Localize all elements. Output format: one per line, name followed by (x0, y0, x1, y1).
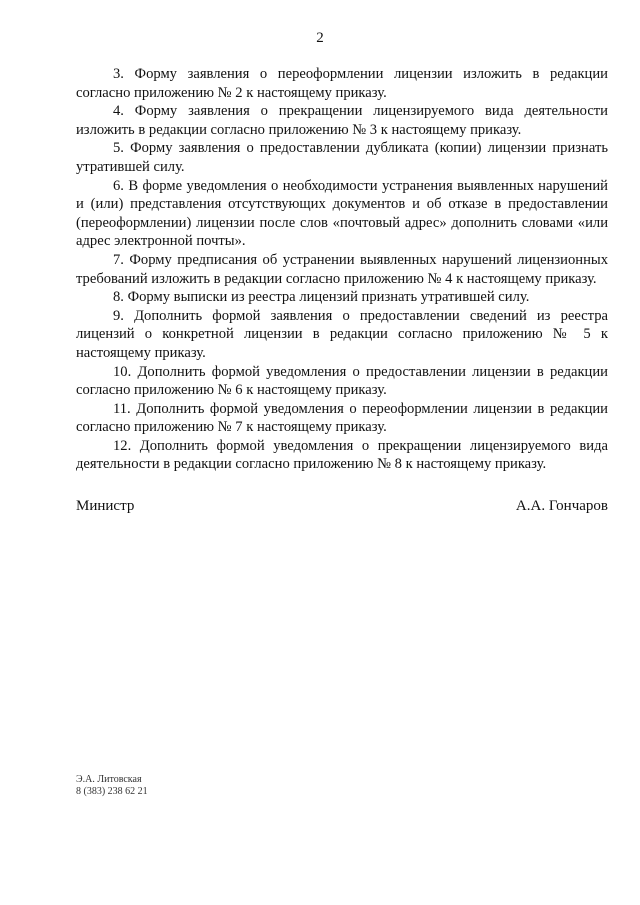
paragraph-item-9: 9. Дополнить формой заявления о предоставлении сведений из реестра лицензий о конкретной лицензии в редакции согласно приложению № 5 к настоящему приказу. (76, 307, 608, 361)
paragraph-item-3: 3. Форму заявления о переоформлении лицензии изложить в редакции согласно приложению № 2 к настоящему приказу. (76, 66, 608, 101)
paragraph-item-5: 5. Форму заявления о предоставлении дубликата (копии) лицензии признать утратившей силу. (76, 140, 608, 175)
paragraph-item-12: 12. Дополнить формой уведомления о прекращении лицензируемого вида деятельности в редакции согласно приложению № 8 к настоящему приказу. (76, 437, 608, 473)
paragraph-item-11: 11. Дополнить формой уведомления о переоформлении лицензии в редакции согласно приложению № 7 к настоящему приказу. (76, 400, 608, 436)
document-body (76, 65, 608, 474)
executor-name: Э.А. Литовская (76, 774, 142, 785)
executor-phone: 8 (383) 238 62 21 (76, 786, 148, 797)
signatory-position: Министр (76, 498, 135, 514)
signatory-name: А.А. Гончаров (515, 498, 608, 514)
paragraph-item-7: 7. Форму предписания об устранении выявленных нарушений лицензионных требований изложить в редакции согласно приложению № 4 к настоящему приказу. (76, 251, 608, 287)
signature-block (76, 498, 608, 515)
executor-info (76, 774, 148, 798)
paragraph-item-8: 8. Форму выписки из реестра лицензий признать утратившей силу. (113, 289, 530, 306)
paragraph-item-10: 10. Дополнить формой уведомления о предоставлении лицензии в редакции согласно приложению № 6 к настоящему приказу. (76, 363, 608, 399)
page-number: 2 (316, 30, 324, 46)
paragraph-item-6: 6. В форме уведомления о необходимости устранения выявленных нарушений и (или) представления отсутствующих документов и об отказе в предоставлении (переоформлении) лицензии после слов «почтовый адрес» дополнить словами «или адрес электронной почты». (76, 177, 608, 250)
paragraph-item-4: 4. Форму заявления о прекращении лицензируемого вида деятельности изложить в редакции согласно приложению № 3 к настоящему приказу. (76, 103, 608, 138)
